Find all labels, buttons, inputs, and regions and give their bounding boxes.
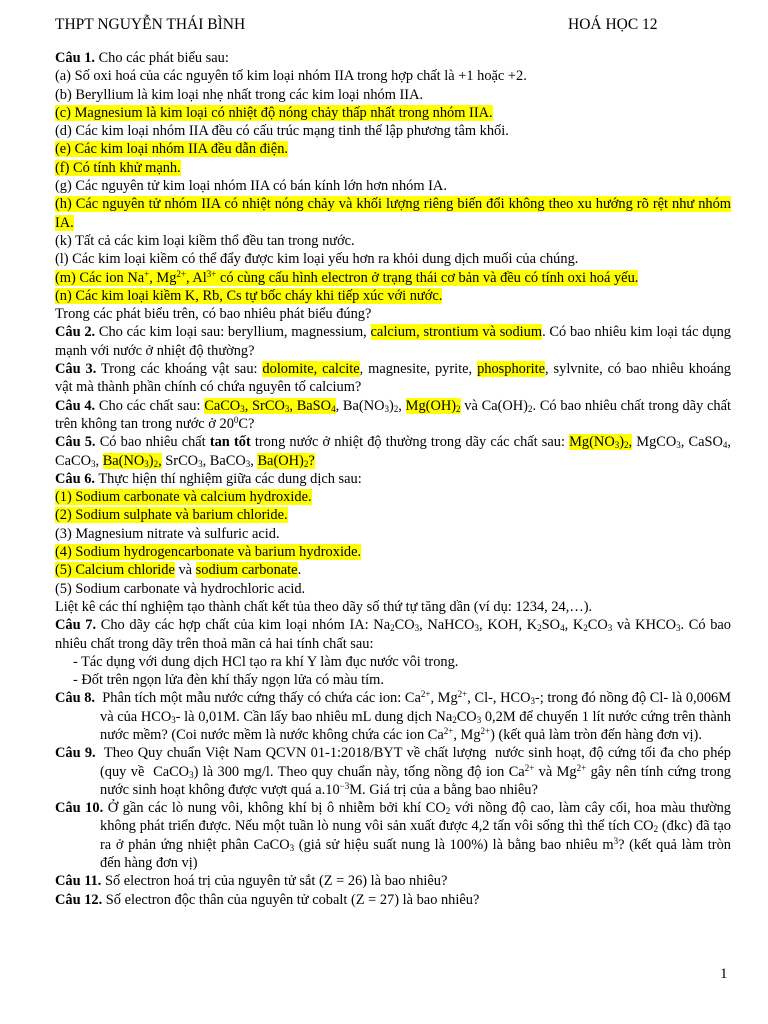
question-list (55, 49, 731, 909)
property-1: - Tác dụng với dung dịch HCl tạo ra khí Y làm đục nước vôi trong. (73, 653, 459, 670)
statement-g: (g) Các nguyên tử kim loại nhóm IIA có bán kính lớn hơn nhóm IA. (55, 178, 447, 195)
statement-h: (h) Các nguyên tử nhóm IIA có nhiệt nóng chảy và khối lượng riêng biến đổi không theo xu hướng rõ rệt như nhóm IA. (55, 196, 731, 231)
experiment-1: (1) Sodium carbonate và calcium hydroxide. (55, 489, 312, 506)
question-3: Câu 3. Trong các khoáng vật sau: dolomite, calcite, magnesite, pyrite, phosphorite, sylvnite, có bao nhiêu khoáng vật mà thành phần chính có chứa nguyên tố calcium? (55, 361, 732, 396)
property-2: - Đốt trên ngọn lửa đèn khí thấy ngọn lửa có màu tím. (73, 672, 384, 689)
experiment-2: (2) Sodium sulphate và barium chloride. (55, 507, 288, 524)
statement-b: (b) Beryllium là kim loại nhẹ nhất trong các kim loại nhóm IIA. (55, 86, 424, 103)
page-number: 1 (720, 966, 728, 982)
statement-f: (f) Có tính khử mạnh. (55, 159, 181, 176)
statement-k: (k) Tất cả các kim loại kiềm thổ đều tan trong nước. (55, 232, 355, 249)
experiment-5: (5) Calcium chloride và sodium carbonate. (55, 562, 302, 579)
question-10: Câu 10. Ở gần các lò nung vôi, không khí bị ô nhiễm bởi khí $CO_2$ với nồng độ cao, làm cây cối, hoa màu thường không phát triển được. Nếu một tuần lò nung vôi sản xuất được 4,2 tấn vôi sống thì thể tích $CO_2$ (đkc) đã tạo ra ở phản ứng nhiệt phân CaCO$_3$ (giả sử hiệu suất nung là 100%) là bằng bao nhiêu $m^3$? (kết quả làm tròn đến hàng đơn vị) (55, 800, 732, 872)
statement-l: (l) Các kim loại kiềm có thể đẩy được kim loại yếu hơn ra khỏi dung dịch muối của chúng. (55, 251, 579, 268)
statement-n: (n) Các kim loại kiềm K, Rb, Cs tự bốc cháy khi tiếp xúc với nước. (55, 287, 443, 304)
question-12: Câu 12. Số electron độc thân của nguyên tử cobalt (Z = 27) là bao nhiêu? (55, 891, 480, 908)
school-name: THPT NGUYỄN THÁI BÌNH (55, 16, 246, 33)
subject-name: HOÁ HỌC 12 (568, 16, 658, 33)
question-8: Câu 8. Phân tích một mẫu nước cứng thấy có chứa các ion: $Ca^{2+}$, $Mg^{2+}$, Cl-, $HCO_3-$; trong đó nồng độ Cl- là 0,006M và của $HCO_3-$ là 0,01M. Cần lấy bao nhiêu mL dung dịch $Na_2CO_3$ 0,2M để chuyển 1 lít nước cứng trên thành nước mềm? (Coi nước mềm là nước không chứa các ion $Ca^{2+}$, $Mg^{2+}$) (kết quả làm tròn đến hàng đơn vị). (55, 689, 732, 743)
question-9: Câu 9. Theo Quy chuẩn Việt Nam QCVN 01-1:2018/BYT về chất lượng nước sinh hoạt, độ cứng tối đa cho phép (quy về CaCO$_3$) là 300 mg/l. Theo quy chuẩn này, tổng nồng độ ion $Ca^{2+}$ và $Mg^{2+}$ gây nên tính cứng trong nước sinh hoạt không được vượt quá $a.10^{-3}M$. Giá trị của a bằng bao nhiêu? (55, 745, 731, 798)
statement-c: (c) Magnesium là kim loại có nhiệt độ nóng chảy thấp nhất trong nhóm IIA. (55, 104, 493, 121)
question-6: Câu 6. Thực hiện thí nghiệm giữa các dung dịch sau: (55, 470, 362, 487)
experiment-5b: (5) Sodium carbonate và hydrochloric acid. (55, 580, 306, 597)
statement-m: (m) Các ion Na+, $Mg^{2+}$, $Al^{3+}$ có cùng cấu hình electron ở trạng thái cơ bản và đều có tính oxi hoá yếu. (55, 268, 639, 286)
experiment-3: (3) Magnesium nitrate và sulfuric acid. (55, 525, 280, 542)
experiment-4: (4) Sodium hydrogencarbonate và barium hydroxide. (55, 544, 362, 561)
statement-d: (d) Các kim loại nhóm IIA đều có cấu trúc mạng tinh thể lập phương tâm khối. (55, 123, 509, 140)
question-6-prompt: Liệt kê các thí nghiệm tạo thành chất kết tủa theo dãy số thứ tự tăng dần (ví dụ: 1234, 24,…). (55, 598, 593, 615)
question-1-prompt: Trong các phát biểu trên, có bao nhiêu phát biểu đúng? (55, 306, 372, 323)
statement-e: (e) Các kim loại nhóm IIA đều dẫn điện. (55, 141, 288, 158)
question-1: Câu 1. Cho các phát biểu sau: (55, 50, 229, 66)
question-11: Câu 11. Số electron hoá trị của nguyên tử sắt (Z = 26) là bao nhiêu? (55, 873, 448, 890)
statement-a: (a) Số oxi hoá của các nguyên tố kim loại nhóm IIA trong hợp chất là +1 hoặc +2. (55, 68, 527, 85)
question-7: Câu 7. Cho dãy các hợp chất của kim loại nhóm IA: $Na_2CO_3$, NaHCO$_3$, KOH, $K_2SO_4$, $K_2CO_3$ và $KHCO_3$. Có bao nhiêu chất trong dãy trên thoả mãn cả hai tính chất sau: (55, 617, 731, 652)
question-4: Câu 4. Cho các chất sau: CaCO$_3$, SrCO$_3$, BaSO$_4$, $Ba(NO_3)_2$, $Mg(OH)_2$ và $Ca(OH)_2$. Có bao nhiêu chất trong dãy chất trên không tan trong nước ở $20^0C$? (55, 397, 731, 432)
question-5: Câu 5. Có bao nhiêu chất tan tốt trong nước ở nhiệt độ thường trong dãy các chất sau: $Mg(NO_3)_2$, MgCO$_3$, CaSO$_4$, CaCO$_3$, $Ba(NO_3)_2$, SrCO$_3$, BaCO$_3$, $Ba(OH)_2$? (55, 434, 732, 469)
question-2: Câu 2. Cho các kim loại sau: beryllium, magnessium, calcium, strontium và sodium. Có bao nhiêu kim loại tác dụng mạnh với nước ở nhiệt độ thường? (55, 324, 731, 359)
